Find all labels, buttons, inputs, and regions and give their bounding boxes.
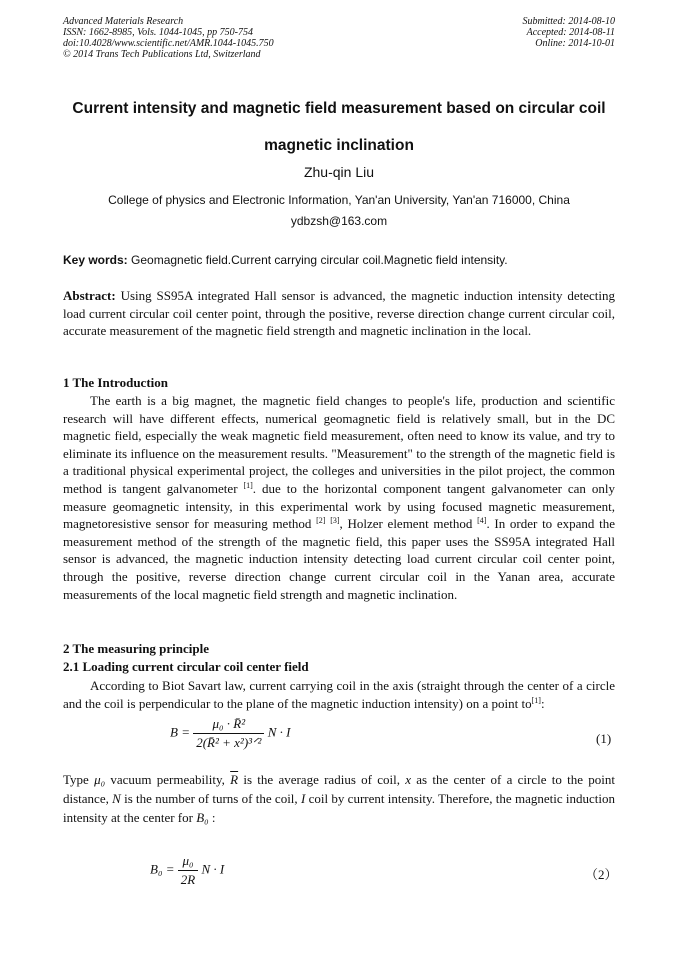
submitted-date: Submitted: 2014-08-10 [522, 16, 615, 27]
vp-I: I [300, 791, 306, 806]
equation-1 [170, 716, 290, 751]
section-1-body [63, 392, 615, 603]
dates-header [523, 16, 616, 49]
citation-1b: [1] [531, 695, 541, 705]
intro-text-1: The earth is a big magnet, the magnetic field changes to people's life, production and scientific research will have different effects, numerical geomagnetic field is relatively small, but in the DC magnetic field, especially the weak magnetic field measurement, often need to know its value, and try to eliminate its influence on the measurement results. "Measurement" to the strength of the magnetic field is a traditional physical experimental project, the colleges and universities in the pilot project, the common method is tangent galvanometer [63, 393, 615, 496]
vp-B0: B₀ [196, 810, 209, 825]
title-line-1: Current intensity and magnetic field measurement based on circular coil [72, 100, 606, 117]
author: Zhu-qin Liu [303, 164, 375, 180]
variables-paragraph [63, 770, 615, 827]
citation-1: [1] [243, 480, 253, 490]
vp-t6: coil by current intensity. Therefore, the magnetic induction intensity at the center for [63, 791, 615, 825]
citation-3: [3] [330, 516, 340, 526]
vp-t4: as the center of a circle to the point distance, [63, 772, 615, 806]
issn: ISSN: 1662-8985, Vols. 1044-1045, pp 750-754 [63, 27, 253, 38]
eq2-denominator: 2R [180, 872, 196, 887]
eq1-lhs: B = [170, 724, 190, 740]
eq1-fraction [193, 716, 264, 751]
title-line-2: magnetic inclination [264, 137, 414, 154]
doi: doi:10.4028/www.scientific.net/AMR.1044-1045.750 [63, 38, 274, 49]
vp-t2: vacuum permeability, [105, 772, 231, 787]
section-1-title: 1 The Introduction [63, 375, 168, 390]
keywords-text: Geomagnetic field.Current carrying circular coil.Magnetic field intensity. [127, 253, 508, 267]
online-date: Online: 2014-10-01 [535, 38, 615, 49]
vp-x: x [405, 772, 412, 787]
abstract [63, 287, 615, 340]
citation-4: [4] [477, 516, 487, 526]
eq2-numerator: μ₀ [178, 853, 198, 871]
eq1-numerator: μ₀ · R̄² [193, 716, 264, 734]
section-2-title: 2 The measuring principle [63, 641, 210, 656]
journal-header [63, 16, 274, 60]
vp-t1: Type [63, 772, 95, 787]
equation-2 [150, 853, 224, 888]
keywords [63, 253, 615, 267]
intro-text-2: . due to the horizontal component tangent galvanometer can only measure geomagnetic intensity, in this experimental work by using focused magnetic measurement, magnetoresistive sensor for measuring method [63, 480, 615, 532]
paper-title [40, 90, 638, 164]
citation-2: [2] [316, 516, 326, 526]
journal-name: Advanced Materials Research [63, 16, 184, 27]
vp-t5: is the number of turns of the coil, [120, 791, 301, 806]
intro-text-3: , Holzer element method [339, 516, 478, 532]
vp-t7: : [208, 810, 216, 825]
affiliation: College of physics and Electronic Information, Yan'an University, Yan'an 716000, China [108, 193, 570, 207]
email: ydbzsh@163.com [290, 214, 388, 228]
accepted-date: Accepted: 2014-08-11 [526, 27, 615, 38]
principle-text: According to Biot Savart law, current carrying coil in the axis (straight through the center of a circle and the coil is perpendicular to the plane of the magnetic induction intensity) on a point to [63, 678, 615, 711]
vp-t3: is the average radius of coil, [238, 772, 406, 787]
vp-N: N [112, 791, 121, 806]
section-2-1-title: 2.1 Loading current circular coil center field [63, 659, 309, 674]
keywords-label: Key words: [63, 253, 128, 267]
eq2-fraction [178, 853, 198, 888]
eq1-denominator: 2(R̄² + x²)³ᐟ² [196, 735, 262, 750]
vp-R: $\overline{R}$ [230, 772, 239, 787]
vp-mu0: μ₀ [94, 772, 106, 787]
abstract-label: Abstract: [63, 288, 116, 303]
eq2-lhs: B₀ = [150, 861, 175, 877]
abstract-text: Using SS95A integrated Hall sensor is advanced, the magnetic induction intensity detecting load current circular coil center point, through the positive, reverse direction change current circular coil, accurate measurement of the magnetic field strength and magnetic inclination in the local. [63, 288, 615, 339]
section-2-1-body [63, 677, 615, 712]
principle-colon: : [540, 695, 545, 711]
equation-2-number: （2） [585, 867, 618, 882]
copyright: © 2014 Trans Tech Publications Ltd, Switzerland [63, 49, 261, 60]
eq1-tail: N · I [267, 724, 291, 740]
equation-1-number: (1) [596, 731, 612, 746]
intro-text-4: . In order to expand the measurement method of the strength of the magnetic field, this paper uses the SS95A integrated Hall sensor is advanced, the magnetic induction intensity detecting load current circular coil center point, through the positive, reverse direction change current circular coil in the Yanan area, accurate measurements of the local magnetic field strength and magnetic inclination. [63, 516, 616, 602]
eq2-tail: N · I [201, 861, 225, 877]
